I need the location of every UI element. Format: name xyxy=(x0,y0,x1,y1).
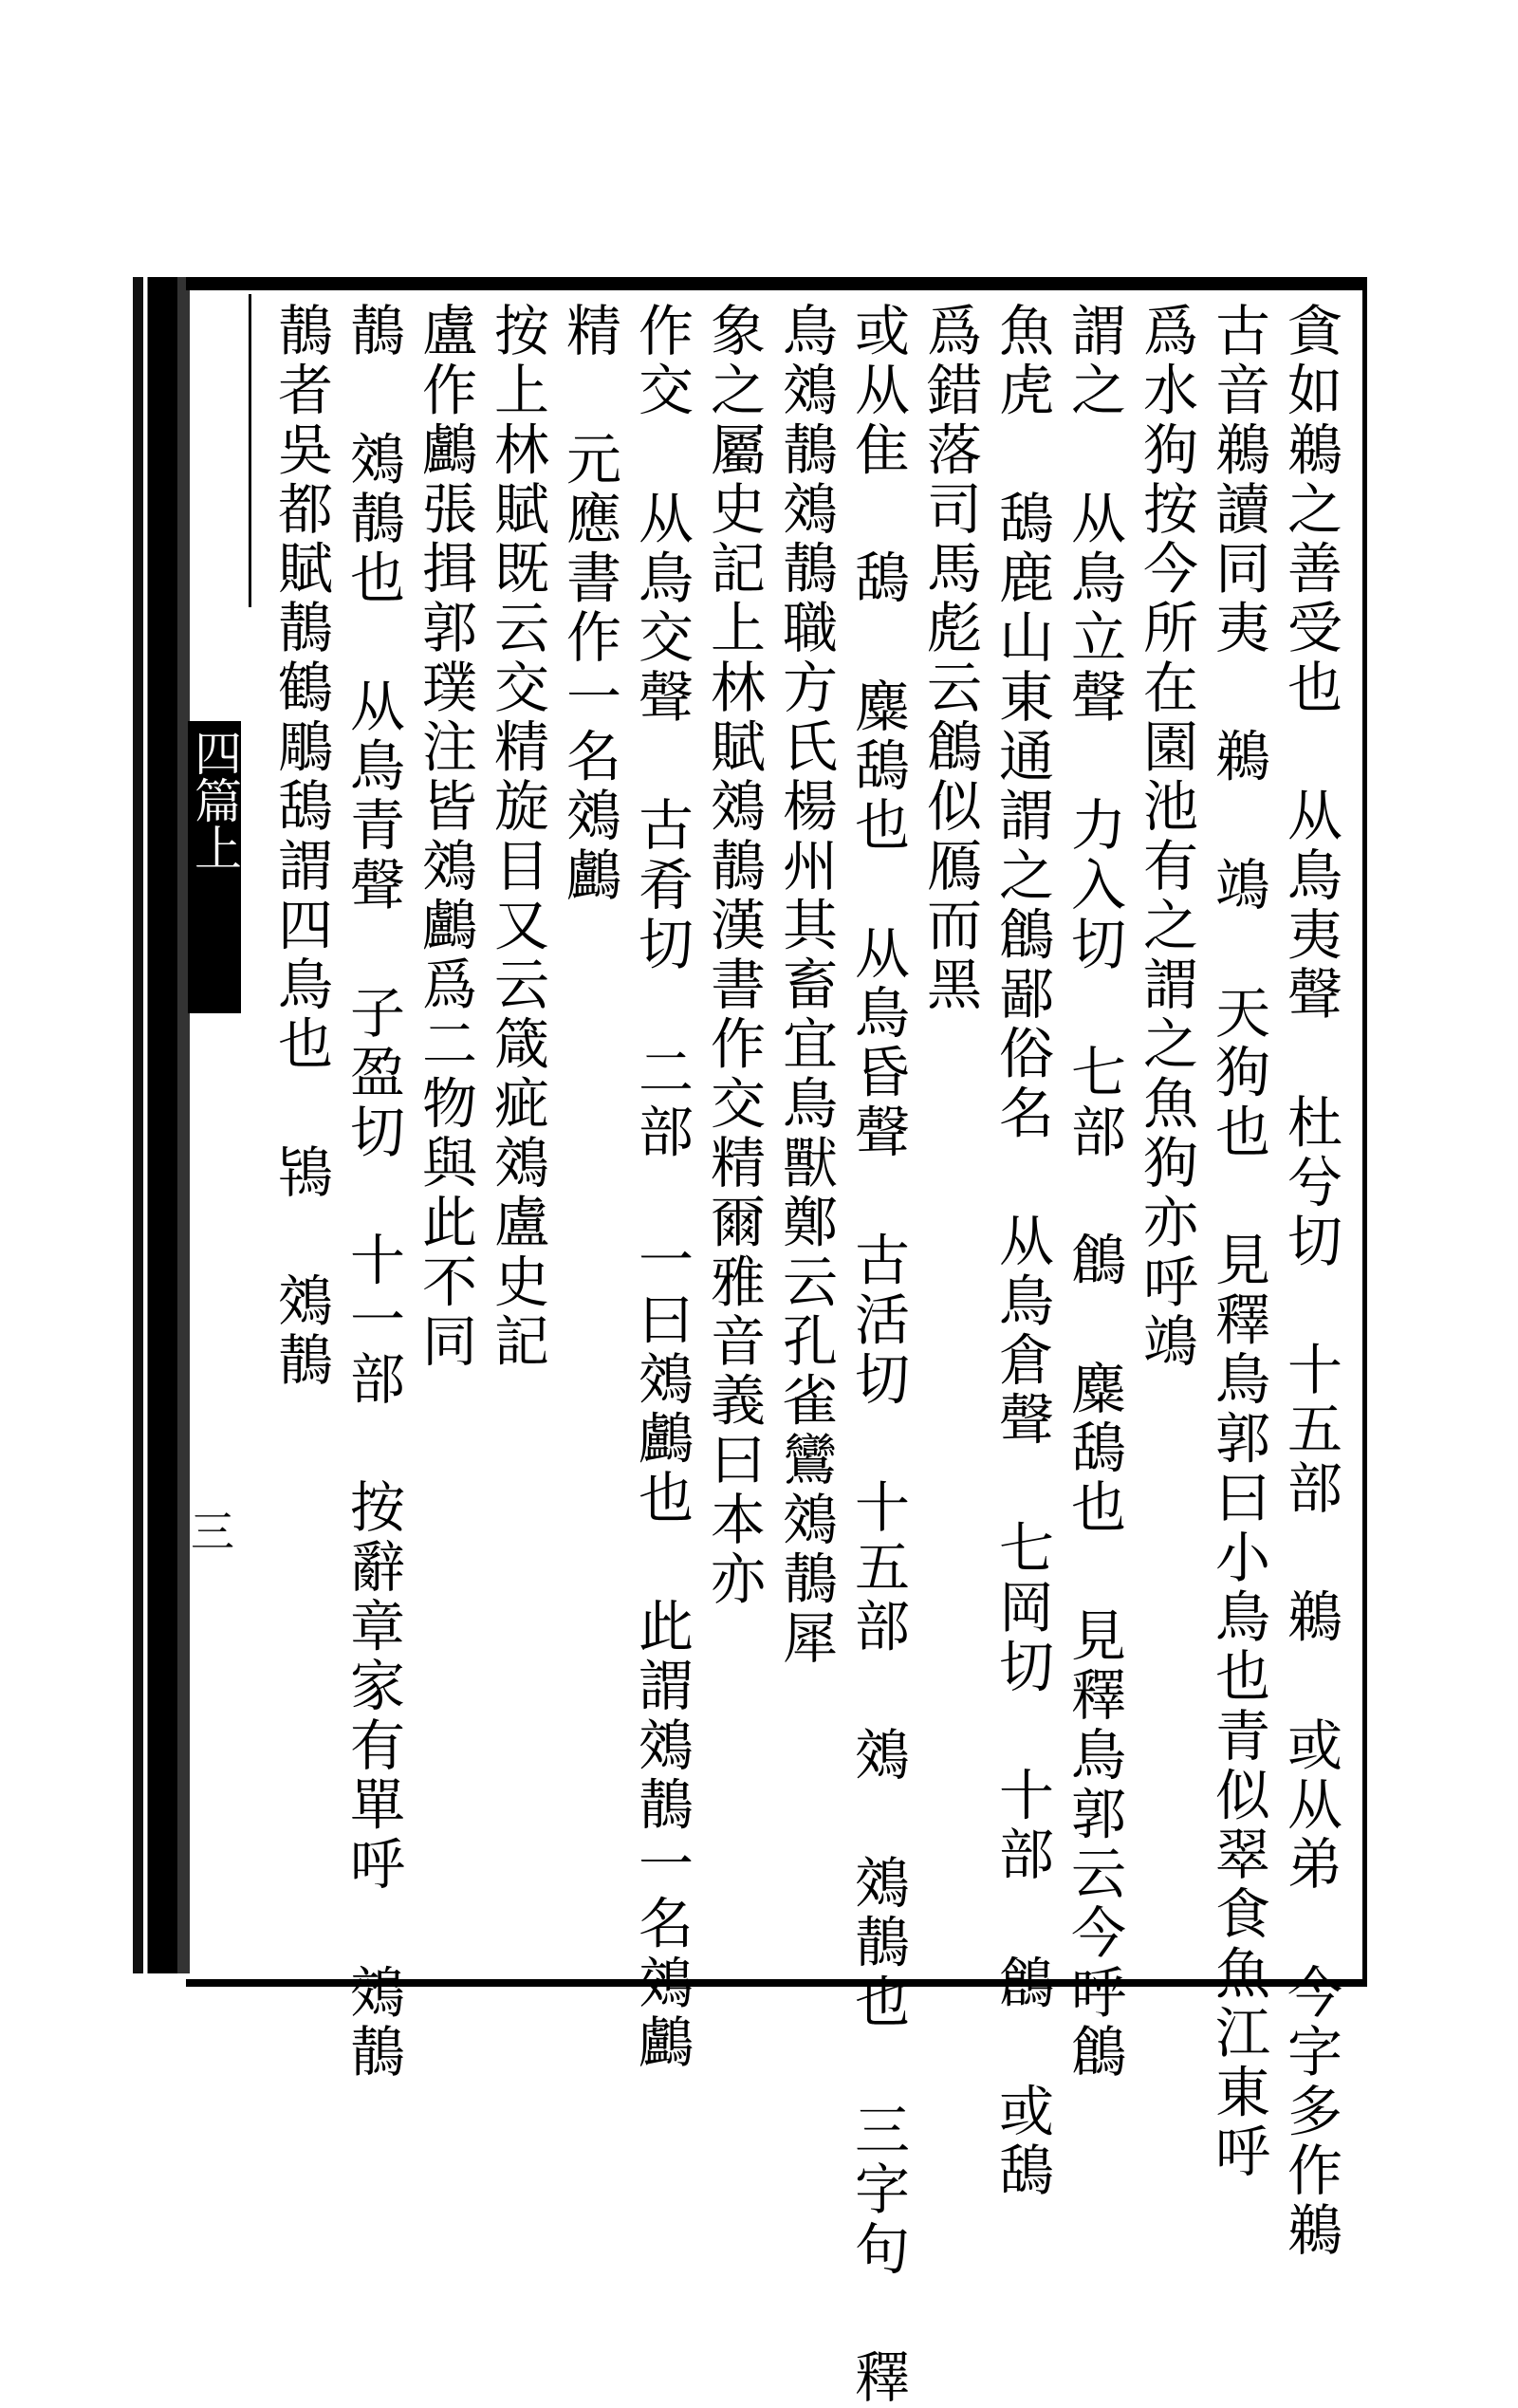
folio-number: 三 xyxy=(184,1509,235,1552)
text-column-4: 謂之 从鳥立聲 力入切 七部 鶬 麋鴰也 見釋鳥郭云今呼鶬 xyxy=(1062,302,1126,2083)
text-column-15: 鶄者吳都賦鶄鶴鵰鴰謂四鳥也 鴇 鵁鶄 xyxy=(268,302,333,1391)
text-column-9: 象之屬史記上林賦鵁鶄漢書作交精爾雅音義曰本亦 xyxy=(701,302,766,1610)
book-spine-edge xyxy=(133,277,190,1973)
text-column-1: 貪如鵜之善受也 从鳥夷聲 杜兮切 十五部 鵜 或从弟 今字多作鵜 xyxy=(1278,302,1342,2261)
text-column-6: 爲錯落司馬彪云鶬似鴈而黑 xyxy=(917,302,982,1015)
text-column-13: 盧作鸕張揖郭璞注皆鵁鸕爲二物與此不同 xyxy=(413,302,477,1372)
text-column-5: 魚虎 鴰鹿山東通謂之鶬鄙俗名 从鳥倉聲 七岡切 十部 鶬 或鴰 xyxy=(990,302,1054,2201)
margin-title: 四篇上 xyxy=(188,721,241,1013)
text-column-11: 精 元應書作一名鵁鸕 xyxy=(557,302,621,906)
text-column-3: 爲水狗按今所在園池有之謂之魚狗亦呼鴗 xyxy=(1134,302,1198,1372)
text-column-7: 或从隹 鴰 麋鴰也 从鳥昏聲 古活切 十五部 鵁 鵁鶄也 三字句 釋 xyxy=(845,302,910,2408)
text-column-2: 古音鵜讀同夷 鵜 鴗 天狗也 見釋鳥郭曰小鳥也青似翠食魚江東呼 xyxy=(1206,302,1270,2182)
text-column-10: 作交 从鳥交聲 古肴切 二部 一曰鵁鸕也 此謂鵁鶄一名鵁鸕 xyxy=(629,302,694,2073)
text-column-8: 鳥鵁鶄鵁鶄職方氏楊州其畜宜鳥獸鄭云孔雀鸞鵁鶄犀 xyxy=(773,302,838,1669)
column-divider xyxy=(249,294,251,607)
text-column-14: 鶄 鵁鶄也 从鳥青聲 子盈切 十一部 按辭章家有單呼 鵁鶄 xyxy=(341,302,405,2083)
text-column-12: 按上林賦既云交精旋目又云箴疵鵁盧史記 xyxy=(485,302,549,1372)
